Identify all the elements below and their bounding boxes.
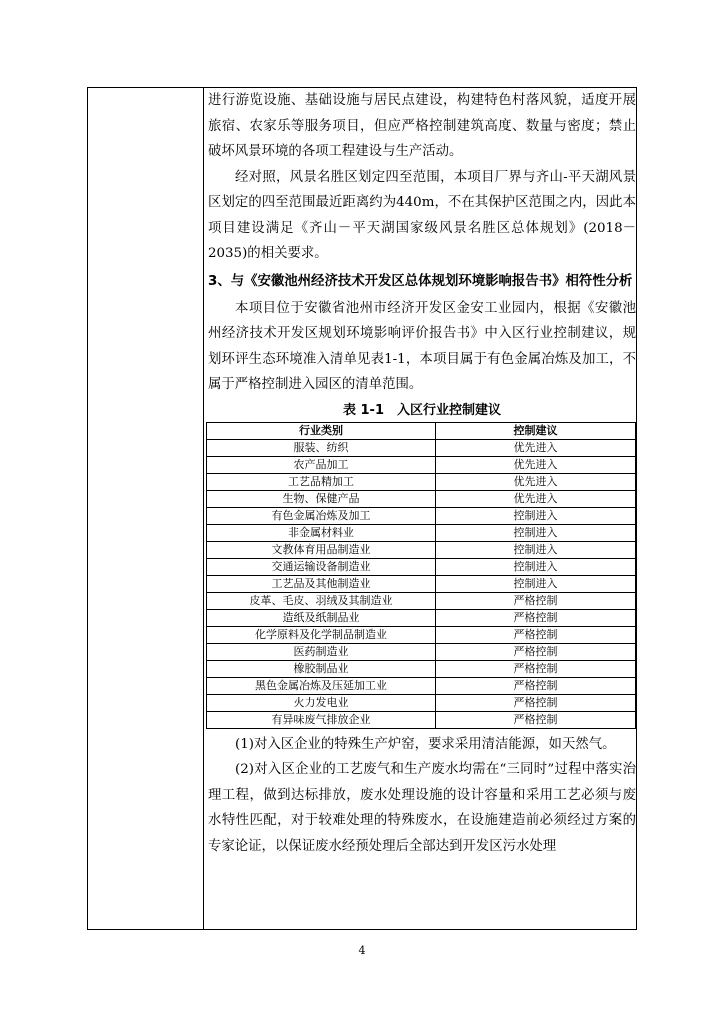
control-cell: 优先进入 bbox=[436, 490, 636, 507]
control-cell: 优先进入 bbox=[436, 473, 636, 490]
header-industry: 行业类别 bbox=[207, 422, 436, 439]
document-frame bbox=[87, 87, 637, 930]
page-number: 4 bbox=[358, 944, 366, 957]
table-row bbox=[207, 456, 636, 473]
table-row bbox=[207, 490, 636, 507]
industry-cell: 工艺品精加工 bbox=[207, 473, 436, 490]
table-row bbox=[207, 711, 636, 728]
table-title: 表 1-1 入区行业控制建议 bbox=[342, 402, 501, 418]
industry-cell: 有异味废气排放企业 bbox=[207, 711, 436, 728]
control-cell: 控制进入 bbox=[436, 575, 636, 592]
table-row bbox=[207, 592, 636, 609]
industry-cell: 皮革、毛皮、羽绒及其制造业 bbox=[207, 592, 436, 609]
table-row bbox=[207, 558, 636, 575]
industry-cell: 工艺品及其他制造业 bbox=[207, 575, 436, 592]
control-cell: 控制进入 bbox=[436, 541, 636, 558]
content-cell bbox=[208, 88, 636, 859]
paragraph-4: (1)对入区企业的特殊生产炉窑，要求采用清洁能源，如天然气。 bbox=[235, 736, 616, 752]
industry-cell: 生物、保健产品 bbox=[207, 490, 436, 507]
table-row bbox=[207, 694, 636, 711]
table-row bbox=[207, 575, 636, 592]
control-cell: 优先进入 bbox=[436, 456, 636, 473]
table-body bbox=[207, 439, 636, 728]
paragraph-5: (2)对入区企业的工艺废气和生产废水均需在“三同时”过程中落实治理工程，做到达标排放，废水处理设施的设计容量和采用工艺必须与废水特性匹配，对于较难处理的特殊废水，在设施建造前必须经过方案的专家论证，以保证废水经预处理后全部达到开发区污水处理 bbox=[208, 762, 636, 854]
control-cell: 控制进入 bbox=[436, 507, 636, 524]
industry-cell: 农产品加工 bbox=[207, 456, 436, 473]
industry-cell: 文教体育用品制造业 bbox=[207, 541, 436, 558]
control-cell: 控制进入 bbox=[436, 558, 636, 575]
header-control: 控制建议 bbox=[436, 422, 636, 439]
control-cell: 控制进入 bbox=[436, 524, 636, 541]
control-cell: 优先进入 bbox=[436, 439, 636, 456]
control-cell: 严格控制 bbox=[436, 677, 636, 694]
control-cell: 严格控制 bbox=[436, 609, 636, 626]
table-row bbox=[207, 524, 636, 541]
control-cell: 严格控制 bbox=[436, 660, 636, 677]
industry-control-table bbox=[206, 422, 636, 729]
table-row bbox=[207, 541, 636, 558]
industry-cell: 交通运输设备制造业 bbox=[207, 558, 436, 575]
table-row bbox=[207, 507, 636, 524]
table-row bbox=[207, 677, 636, 694]
industry-cell: 黑色金属冶炼及压延加工业 bbox=[207, 677, 436, 694]
industry-cell: 化学原料及化学制品制造业 bbox=[207, 626, 436, 643]
industry-cell: 火力发电业 bbox=[207, 694, 436, 711]
industry-cell: 服装、纺织 bbox=[207, 439, 436, 456]
paragraph-3: 本项目位于安徽省池州市经济开发区金安工业园内，根据《安徽池州经济技术开发区规划环境影响评价报告书》中入区行业控制建议，规划环评生态环境准入清单见表1-1，本项目属于有色金属冶炼及加工，不属于严格控制进入园区的清单范围。 bbox=[208, 300, 636, 392]
left-column bbox=[88, 88, 204, 929]
control-cell: 严格控制 bbox=[436, 711, 636, 728]
table-row bbox=[207, 473, 636, 490]
table-row bbox=[207, 609, 636, 626]
control-cell: 严格控制 bbox=[436, 626, 636, 643]
industry-cell: 医药制造业 bbox=[207, 643, 436, 660]
table-row bbox=[207, 660, 636, 677]
table-row bbox=[207, 643, 636, 660]
control-cell: 严格控制 bbox=[436, 592, 636, 609]
industry-cell: 橡胶制品业 bbox=[207, 660, 436, 677]
table-header-row bbox=[207, 422, 636, 439]
control-cell: 严格控制 bbox=[436, 643, 636, 660]
table-row bbox=[207, 439, 636, 456]
control-cell: 严格控制 bbox=[436, 694, 636, 711]
industry-cell: 有色金属冶炼及加工 bbox=[207, 507, 436, 524]
industry-cell: 造纸及纸制品业 bbox=[207, 609, 436, 626]
industry-cell: 非金属材料业 bbox=[207, 524, 436, 541]
paragraph-2: 经对照，风景名胜区划定四至范围，本项目厂界与齐山-平天湖风景区划定的四至范围最近距离约为440m，不在其保护区范围之内，因此本项目建设满足《齐山－平天湖国家级风景名胜区总体规划》(2018－2035)的相关要求。 bbox=[208, 169, 636, 261]
section-heading: 3、与《安徽池州经济技术开发区总体规划环境影响报告书》相符性分析 bbox=[208, 273, 633, 289]
table-row bbox=[207, 626, 636, 643]
paragraph-1: 进行游览设施、基础设施与居民点建设，构建特色村落风貌，适度开展旅宿、农家乐等服务项目，但应严格控制建筑高度、数量与密度；禁止破坏风景环境的各项工程建设与生产活动。 bbox=[208, 93, 636, 159]
